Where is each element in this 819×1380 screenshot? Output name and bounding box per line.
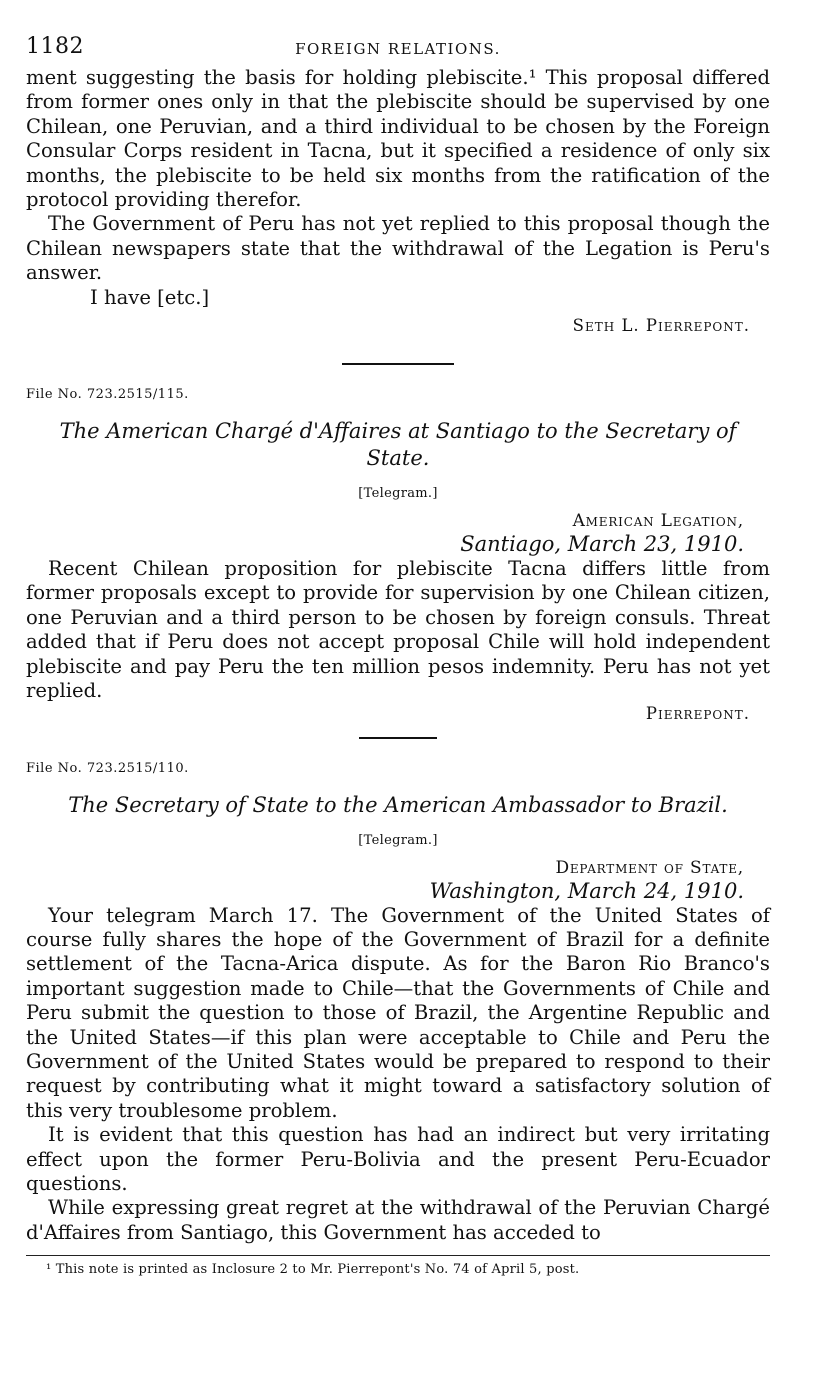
doc2-dateline [26,511,770,557]
doc3-paragraph-2: It is evident that this question has had an indirect but very irritating effect upon the former Peru-Bolivia and the present Peru-Ecuador questions. [26,1123,770,1195]
running-head: FOREIGN RELATIONS. [295,40,501,58]
section-divider [359,737,437,739]
doc1-paragraph-2: The Government of Peru has not yet replied to this proposal though the Chilean newspapers state that the withdrawal of the Legation is Peru's answer. [26,212,770,285]
footnote-divider [26,1255,770,1256]
doc1-signature: Seth L. Pierrepont. [572,316,750,336]
doc2-signature: Pierrepont. [645,703,750,723]
doc3-paragraph-3: While expressing great regret at the withdrawal of the Peruvian Chargé d'Affaires from Santiago, this Government has acceded to [26,1196,770,1244]
doc3-place: Department of State, [555,857,744,878]
doc2-place: American Legation, [572,511,744,532]
doc3-file-number: File No. 723.2515/110. [26,760,189,776]
doc2-file-number: File No. 723.2515/115. [26,387,189,403]
doc1-paragraph-1: ment suggesting the basis for holding plebiscite.¹ This proposal differed from former ones only in that the plebiscite should be supervised by one Chilean, one Peruvian, and a third individual to be chosen by the Foreign Consular Corps resident in Tacna, but it specified a residence of only six months, the plebiscite to be held six months from the ratification of the protocol providing therefor. [26,66,770,212]
doc2-body: Recent Chilean proposition for plebiscite Tacna differs little from former proposals except to provide for supervision by one Chilean citizen, one Peruvian and a third person to be chosen by foreign consuls. Threat added that if Peru does not accept proposal Chile will hold independent plebiscite and pay Peru the ten million pesos indemnity. Peru has not yet replied. [26,557,770,703]
page-number: 1182 [26,34,84,59]
doc1-closing: I have [etc.] [90,285,210,309]
doc2-title: The American Chargé d'Affaires at Santiago to the Secretary of State. [59,419,737,471]
doc3-title: The Secretary of State to the American Ambassador to Brazil. [68,792,728,817]
doc3-date: Washington, March 24, 1910. [429,878,744,903]
doc3 [26,761,770,1246]
page-header [26,30,770,66]
doc2 [26,387,770,722]
doc3-type: [Telegram.] [358,832,438,848]
section-divider [342,363,454,365]
doc3-dateline [26,858,770,904]
footnote: ¹ This note is printed as Inclosure 2 to Mr. Pierrepont's No. 74 of April 5, post. [46,1262,580,1278]
doc2-date: Santiago, March 23, 1910. [460,532,744,557]
document-page [26,30,770,1277]
doc3-paragraph-1: Your telegram March 17. The Government of the United States of course fully shares the hope of the Government of Brazil for a definite settlement of the Tacna-Arica dispute. As for the Baron Rio Branco's important suggestion made to Chile—that the Governments of Chile and Peru submit the question to those of Brazil, the Argentine Republic and the United States—if this plan were acceptable to Chile and Peru the Government of the United States would be prepared to respond to their request by contributing what it might toward a satisfactory solution of this very troublesome problem. [26,903,770,1122]
doc2-type: [Telegram.] [358,486,438,502]
doc1-continuation [26,66,770,335]
